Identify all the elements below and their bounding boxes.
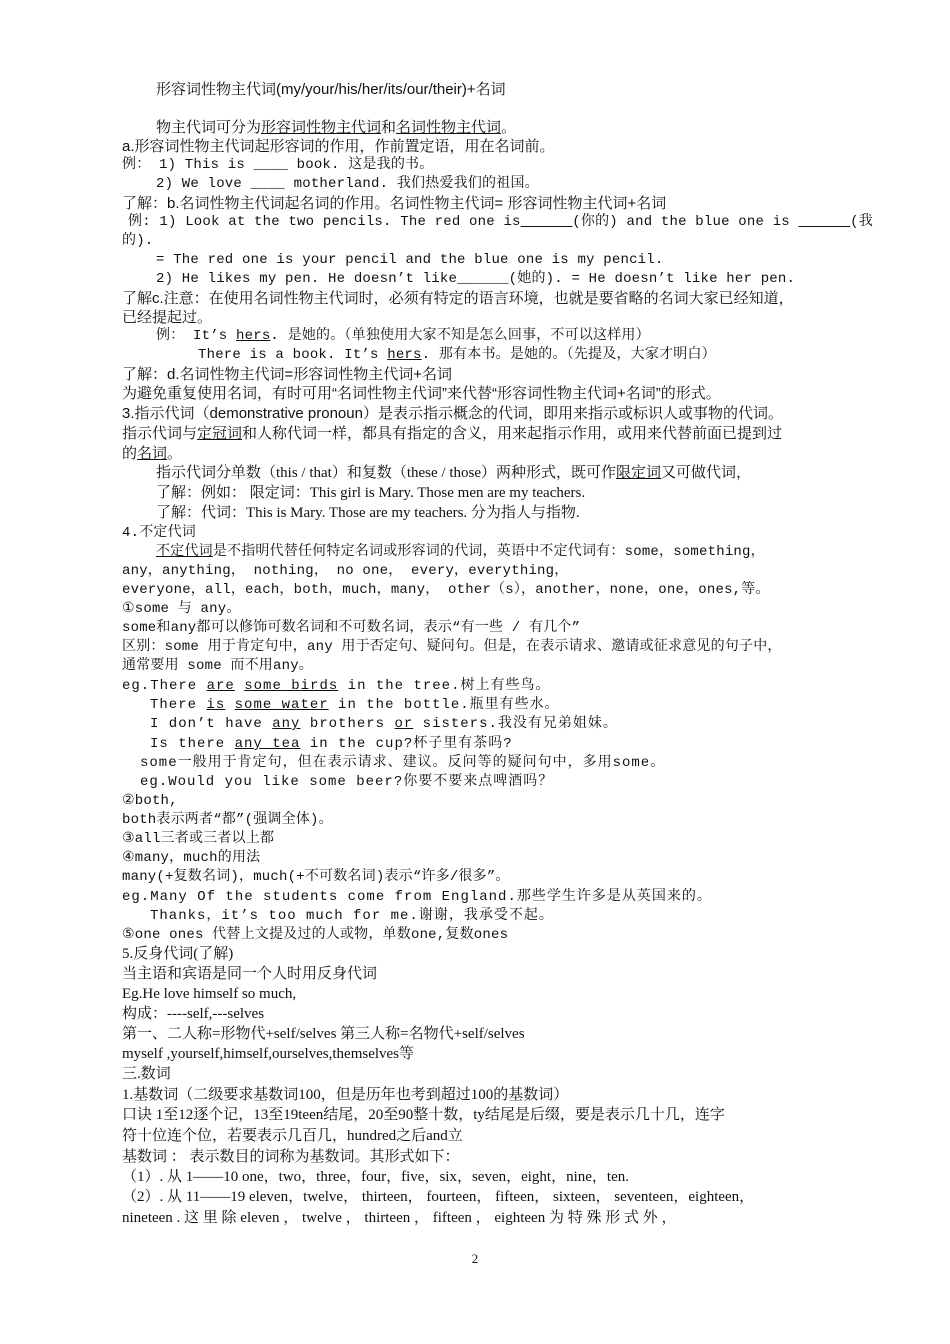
text-line: 了解：d.名词性物主代词=形容词性物主代词+名词 (122, 366, 453, 383)
text-line: 为避免重复使用名词，有时可用“名词性物主代词”来代替“形容词性物主代词+名词”的形式。 (122, 385, 721, 402)
text-line: some一般用于肯定句，但在表示请求、建议。反问等的疑问句中，多用some。 (140, 755, 666, 771)
text-line: = The red one is your pencil and the blue one is my pencil. (156, 252, 664, 268)
text-line: ①some 与 any。 (122, 601, 241, 617)
text-line: many(+复数名词)，much(+不可数名词)表示“许多/很多”。 (122, 869, 510, 885)
text-line: everyone，all，each，both，much，many， other（s），another，none，one，ones,等。 (122, 582, 770, 598)
text-line: 符十位连个位，若要表示几百几，hundred之后and立 (122, 1128, 463, 1144)
text-line: 当主语和宾语是同一个人时用反身代词 (122, 966, 378, 982)
text-line: 指示代词与定冠词和人称代词一样，都具有指定的含义，用来起指示作用，或用来代替前面已提到过 (122, 425, 783, 442)
text-line: ④many，much的用法 (122, 850, 261, 866)
text-line: 1.基数词（二级要求基数词100，但是历年也考到超过100的基数词） (122, 1087, 569, 1103)
example-line: Is there any tea in the cup?杯子里有茶吗? (150, 736, 513, 752)
example-line: eg.There are some birds in the tree.树上有些鸟。 (122, 678, 551, 694)
example-line: eg.Would you like some beer?你要不要来点啤酒吗？ (140, 774, 554, 790)
section-heading: 5.反身代词(了解) (122, 946, 234, 962)
text-line: 构成：----self,---selves (122, 1006, 265, 1022)
text-line: any，anything， nothing， no one， every，everything， (122, 563, 569, 579)
text-line: There is a book. It’s hers. 那有本书。是她的。（先提及，大家才明白） (198, 347, 716, 363)
text-line: 已经提起过。 (122, 309, 213, 326)
text-line: some和any都可以修饰可数名词和不可数名词，表示“有一些 / 有几个” (122, 620, 581, 636)
text-line: 不定代词是不指明代替任何特定名词或形容词的代词，英语中不定代词有：some，something， (156, 544, 765, 560)
text-line: 了解：b.名词性物主代词起名词的作用。名词性物主代词= 形容词性物主代词+名词 (122, 195, 667, 212)
text-line: 了解c.注意：在使用名词性物主代词时，必须有特定的语言环境，也就是要省略的名词大家已经知道， (122, 290, 794, 307)
text-line: ⑤one ones 代替上文提及过的人或物，单数one,复数ones (122, 927, 509, 943)
text-line: ③all三者或三者以上都 (122, 831, 275, 847)
text-line: 物主代词可分为形容词性物主代词和名词性物主代词。 (156, 119, 517, 136)
text-line: nineteen . 这 里 除 eleven ， twelve ， thirteen ， fifteen ， eighteen 为 特 殊 形 式 外 ， (122, 1210, 677, 1226)
text-line: 第一、二人称=形物代+self/selves 第三人称=名物代+self/selves (122, 1026, 525, 1042)
text-line: 区别：some 用于肯定句中，any 用于否定句、疑问句。但是，在表示请求、邀请或征求意见的句子中， (122, 639, 782, 655)
text-line: 例： It’s hers. 是她的。（单独使用大家不知是怎么回事，不可以这样用） (156, 328, 650, 344)
example-line: I don’t have any brothers or sisters.我没有兄弟姐妹。 (150, 716, 618, 732)
text-line: 口诀 1至12逐个记，13至19teen结尾，20至90整十数，ty结尾是后缀，要是表示几十几，连字 (122, 1107, 725, 1123)
example-line: Eg.He love himself so much, (122, 986, 297, 1002)
text-line: 基数词 ： 表示数目的词称为基数词。其形式如下： (122, 1149, 460, 1165)
text-line: （1）. 从 1——10 one，two，three，four，five，six，seven，eight，nine，ten. (122, 1169, 629, 1185)
text-line: a.形容词性物主代词起形容词的作用，作前置定语，用在名词前。 (122, 138, 555, 155)
text-line: 3.指示代词（demonstrative pronoun）是表示指示概念的代词，即用来指示或标识人或事物的代词。 (122, 405, 783, 422)
text-line: both表示两者“都”(强调全体)。 (122, 812, 333, 828)
section-heading: 三.数词 (122, 1066, 171, 1082)
example-line: Thanks，it’s too much for me.谢谢，我承受不起。 (150, 908, 554, 924)
text-line: myself ,yourself,himself,ourselves,themselves等 (122, 1046, 415, 1062)
text-line: 2) He likes my pen. He doesn’t like______(她的). = He doesn’t like her pen. (156, 271, 796, 287)
text-line: 通常要用 some 而不用any。 (122, 658, 314, 674)
text-line: 2) We love ____ motherland. 我们热爱我们的祖国。 (156, 176, 539, 192)
text-line: 指示代词分单数（this / that）和复数（these / those）两种形式，既可作限定词又可做代词， (156, 465, 752, 481)
text-line: 例： 1) This is ____ book. 这是我的书。 (122, 157, 434, 173)
page-number: 2 (471, 1251, 479, 1266)
text-line: ②both, (122, 793, 178, 809)
text-line: 例: 1) Look at the two pencils. The red one is (你的) and the blue one is (我 (128, 214, 873, 230)
section-heading: 4.不定代词 (122, 525, 197, 541)
text-line: 的名词。 (122, 445, 183, 462)
heading-line: 形容词性物主代词(my/your/his/her/its/our/their)+名词 (156, 81, 506, 98)
text-line: 的). (122, 233, 154, 249)
example-line: eg.Many Of the students come from England.那些学生许多是从英国来的。 (122, 889, 712, 905)
text-line: 了解：例如： 限定词：This girl is Mary. Those men are my teachers. (156, 485, 586, 501)
text-line: （2）. 从 11——19 eleven，twelve， thirteen， fourteen， fifteen， sixteen， seventeen，eighteen， (122, 1189, 755, 1205)
example-line: There is some water in the bottle.瓶里有些水。 (150, 697, 560, 713)
text-line: 了解：代词：This is Mary. Those are my teachers. 分为指人与指物. (156, 505, 580, 521)
